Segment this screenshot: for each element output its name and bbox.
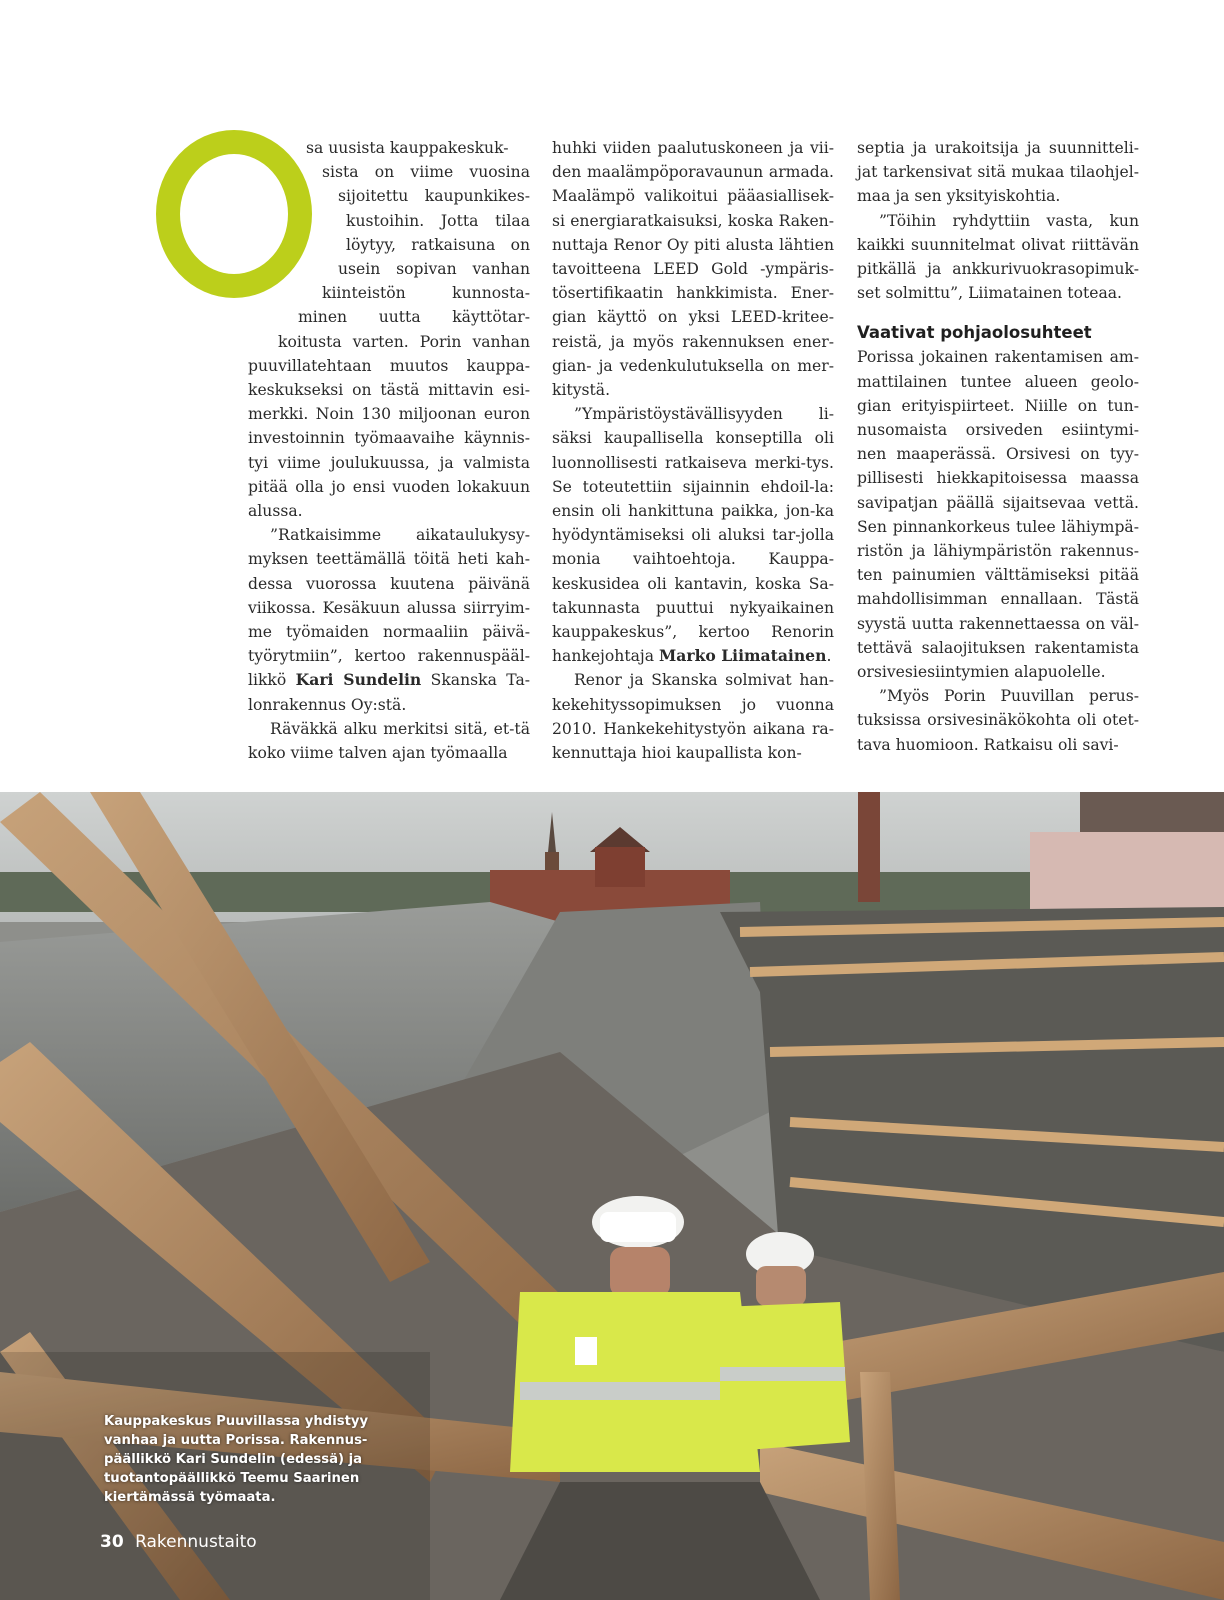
intro-line: sa uusista kauppakeskuk- <box>306 139 509 157</box>
section-heading: Vaativat pohjaolosuhteet <box>857 323 1092 343</box>
intro-line: alussa. <box>248 502 303 521</box>
body-paragraph: Porissa jokainen rakentamisen am-mattilainen tuntee alueen geolo-gian erityispiirteet. Niille on tun-nusomaista orsiveden esiintymi-nen maaperässä. Orsivesi on tyy-pillisesti hiekkapitoisessa maassa savipatjan päällä sijaitsevaa vettä. Sen pinnankorkeus tulee lähiympä-ristön ja lähiympäristön rakennus-ten painumien välttämiseksi pitää mahdollisimman ennallaan. Tästä syystä uutta rakennettaessa on väl-tettävä salaojituksen rakentamista orsivesiesiintymien alapuolelle. <box>857 348 1139 682</box>
intro-line: tyi viime joulukuussa, ja valmista <box>248 453 530 472</box>
body-paragraph: ”Myös Porin Puuvillan perus-tuksissa orsivesinäkökohta oli otet-tava huomioon. Ratkaisu oli savi- <box>857 687 1139 754</box>
intro-line: minen uutta käyttötar- <box>298 308 530 327</box>
intro-line: keskukseksi on tästä mittavin esi- <box>248 381 530 400</box>
intro-line: koitusta varten. Porin vanhan <box>278 332 530 351</box>
article-column-2 <box>552 136 834 765</box>
intro-line: puuvillatehtaan muutos kauppa- <box>248 356 530 375</box>
intro-line: kiinteistön kunnosta- <box>322 284 530 303</box>
intro-line: sista on viime vuosina <box>322 163 530 182</box>
page-number: 30 <box>100 1532 124 1552</box>
page-footer <box>100 1532 257 1552</box>
person-name: Kari Sundelin <box>295 670 422 690</box>
body-paragraph <box>552 402 834 668</box>
person-name: Marko Liimatainen <box>658 646 827 666</box>
article-column-3 <box>857 136 1139 757</box>
paragraph-text: . <box>826 647 832 666</box>
intro-line: kustoihin. Jotta tilaa <box>346 211 530 230</box>
caption-line: tuotantopäällikkö Teemu Saarinen <box>104 1471 360 1486</box>
photo-caption <box>104 1412 404 1507</box>
body-paragraph: huhki viiden paalutuskoneen ja vii-den maalämpöporavaunun armada. Maalämpö valikoitui pääasiallisek-si energiaratkaisuksi, koska Raken-nuttaja Renor Oy piti alusta lähtien tavoitteena LEED Gold -ympäris-tösertifikaatin hankkimista. Ener-gian käyttö on yksi LEED-kritee-reistä, ja myös rakennuksen ener-gian- ja vedenkulutuksella on mer-kitystä. <box>552 139 834 400</box>
intro-line: merkki. Noin 130 miljoonan euron <box>248 405 530 424</box>
body-paragraph: ”Töihin ryhdyttiin vasta, kun kaikki suunnitelmat olivat riittävän pitkällä ja ankkurivuokrasopimuk-set solmittu”, Liimatainen toteaa. <box>857 211 1139 303</box>
paragraph-text: Skanska Ta-lonrakennus Oy:stä. <box>248 671 531 714</box>
intro-paragraph <box>248 136 530 523</box>
caption-line: Kauppakeskus Puuvillassa yhdistyy <box>104 1414 369 1429</box>
caption-line: kiertämässä työmaata. <box>104 1490 276 1505</box>
magazine-name: Rakennustaito <box>135 1532 257 1552</box>
body-paragraph: septia ja urakoitsija ja suunnitteli-jat tarkensivat sitä mukaa tilaohjel-maa ja sen yksityiskohtia. <box>857 139 1139 206</box>
intro-line: löytyy, ratkaisuna on <box>346 235 530 254</box>
caption-line: vanhaa ja uutta Porissa. Rakennus- <box>104 1433 368 1448</box>
body-paragraph <box>248 523 530 717</box>
article-column-1 <box>248 136 530 765</box>
intro-line: sijoitettu kaupunkikes- <box>338 187 530 206</box>
paragraph-text: ”Ratkaisimme aikataulukysy-myksen teettämällä töitä heti kah-dessa vuorossa kuutena päivänä viikossa. Kesäkuun alussa siirryim-me työmaiden normaaliin päivä-työrytmiin”, kertoo rakennuspääl-likkö <box>248 526 530 690</box>
body-paragraph: Renor ja Skanska solmivat han-kekehityssopimuksen jo vuonna 2010. Hankekehitystyön aikana ra-kennuttaja hioi kaupallista kon- <box>552 671 834 763</box>
caption-line: päällikkö Kari Sundelin (edessä) ja <box>104 1452 363 1467</box>
intro-line: usein sopivan vanhan <box>338 260 530 279</box>
paragraph-text: ”Ympäristöystävällisyyden li-säksi kaupallisella konseptilla oli luonnollisesti ratkaiseva merki-tys. Se toteutettiin sijainnin ehdoil-la: ensin oli hankittuna paikka, jon-ka hyödyntämiseksi oli aluksi tar-jolla monia vaihtoehtoja. Kauppa-keskusidea oli kantavin, koska Sa-takunnasta puuttui nykyaikainen kauppakeskus”, kertoo Renorin hankejohtaja <box>552 405 834 666</box>
body-paragraph: Räväkkä alku merkitsi sitä, et-tä koko viime talven ajan työmaalla <box>248 719 530 763</box>
intro-line: investoinnin työmaavaihe käynnis- <box>248 429 530 448</box>
intro-line: pitää olla jo ensi vuoden lokakuun <box>248 477 530 496</box>
